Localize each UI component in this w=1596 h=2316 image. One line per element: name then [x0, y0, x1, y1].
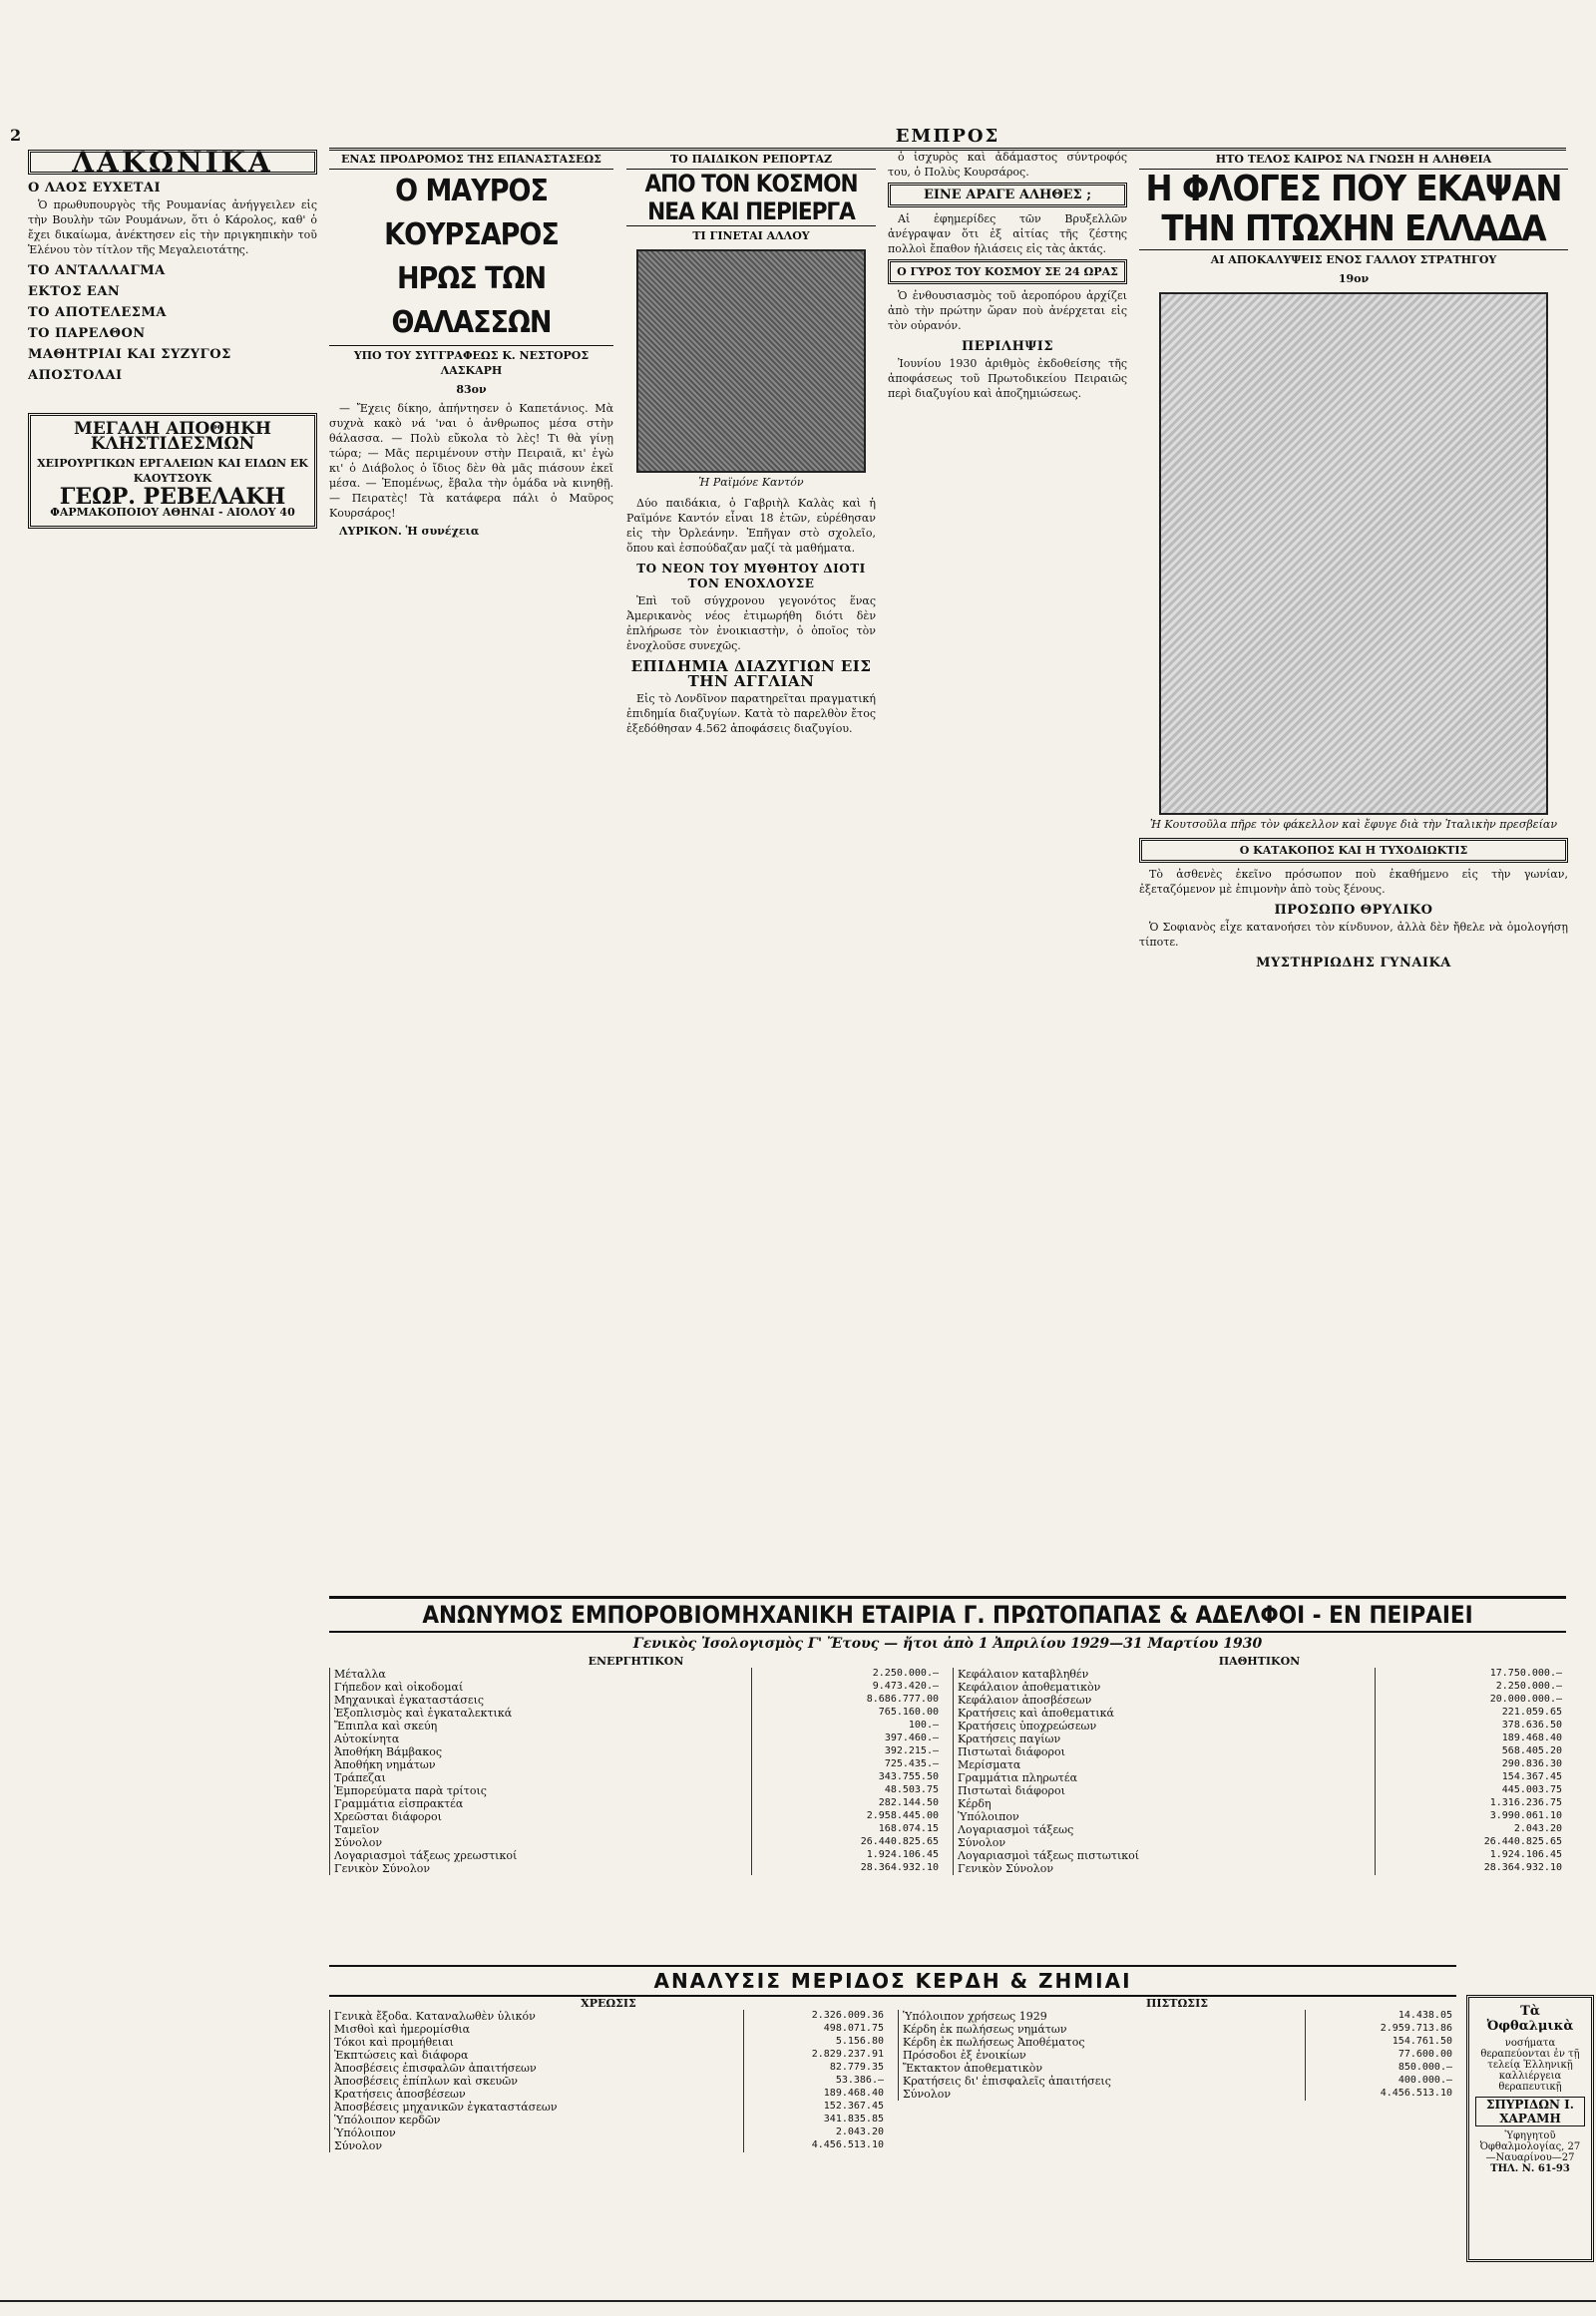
ad-title: Τὰ Ὀφθαλμικὰ [1486, 2004, 1574, 2034]
table-row [330, 2101, 889, 2114]
balance-subtitle: Γενικὸς Ἰσολογισμὸς Γ' Ἔτους — ἤτοι ἀπὸ 1 Ἀπριλίου 1929—31 Μαρτίου 1930 [632, 1636, 1263, 1652]
row-label: Σύνολον [330, 1836, 752, 1849]
row-label: Ἀποσβέσεις μηχανικῶν ἐγκαταστάσεων [330, 2101, 744, 2114]
row-label: Κρατήσεις παγίων [954, 1733, 1376, 1745]
row-label: Σύνολον [330, 2139, 744, 2152]
column-misc-news [888, 150, 1127, 1596]
section-title: Ο ΓΥΡΟΣ ΤΟΥ ΚΟΣΜΟΥ ΣΕ 24 ΩΡΑΣ [888, 259, 1127, 284]
article-body: Δύο παιδάκια, ὁ Γαβριὴλ Καλὰς καὶ ἡ Ραϊμόνε Καντόν εἶναι 18 ἐτῶν, εὑρέθησαν εἰς τὴν Ὀρλεάνην. Ἐπῆγαν στὸ σχολεῖο, ὅπου καὶ ἐσπούδαζαν μαζί τὰ μαθήματα. [626, 497, 876, 555]
table-row [954, 1745, 1567, 1758]
table-row [330, 1862, 944, 1875]
row-label: Ὑπόλοιπον [954, 1810, 1376, 1823]
headline: Η ΦΛΟΓΕΣ ΠΟΥ ΕΚΑΨΑΝ [1145, 169, 1562, 209]
headline: Ο ΜΑΥΡΟΣ ΚΟΥΡΣΑΡΟΣ [384, 174, 559, 252]
article-body: Ἐπὶ τοῦ σύγχρονου γεγονότος ἕνας Ἀμερικανὸς νέος ἐτιμωρήθη διότι δὲν ἐπλήρωσε τὸν ἐνοικιαστὴν, ὁ ὁποῖος τὸν ἐνοχλοῦσε συνεχῶς. [626, 594, 876, 652]
section-title: ΜΑΘΗΤΡΙΑΙ ΚΑΙ ΣΥΖΥΓΟΣ [28, 347, 231, 362]
section-title: ΕΚΤΟΣ ΕΑΝ [28, 284, 121, 299]
illustration-caption: Ἡ Κουτσοῦλα πῆρε τὸν φάκελλον καὶ ἔφυγε διὰ τὴν Ἰταλικὴν πρεσβείαν [1149, 818, 1558, 831]
row-amount: 2.829.237.91 [744, 2049, 888, 2062]
row-label: Γραμμάτια πληρωτέα [954, 1771, 1376, 1784]
table-row [954, 1681, 1567, 1694]
credit-heading: ΠΙΣΤΩΣΙΣ [1146, 1997, 1208, 2010]
table-row [330, 2088, 889, 2101]
table-row [330, 1720, 944, 1733]
row-label: Κέρδη [954, 1797, 1376, 1810]
article-body: ὁ ἰσχυρὸς καὶ ἀδάμαστος σύντροφός του, ὁ Πολὺς Κουρσάρος. [888, 151, 1127, 179]
section-title: ΑΠΟΣΤΟΛΑΙ [28, 368, 123, 383]
row-label: Μέταλλα [330, 1668, 752, 1681]
row-amount: 221.059.65 [1375, 1707, 1566, 1720]
row-label: Πιστωταὶ διάφοροι [954, 1784, 1376, 1797]
assets-heading: ΕΝΕΡΓΗΤΙΚΟΝ [588, 1655, 684, 1668]
row-amount: 2.043.20 [744, 2126, 888, 2139]
row-label: Λογαριασμοὶ τάξεως πιστωτικοί [954, 1849, 1376, 1862]
row-amount: 3.990.061.10 [1375, 1810, 1566, 1823]
table-row [954, 1797, 1567, 1810]
row-label: Κρατήσεις καὶ ἀποθεματικά [954, 1707, 1376, 1720]
table-row [899, 2062, 1457, 2075]
row-amount: 4.456.513.10 [744, 2139, 888, 2152]
article-body: Αἱ ἐφημερίδες τῶν Βρυξελλῶν ἀνέγραψαν ὅτι ἐξ αἰτίας τῆς ζέστης πολλοὶ ἔπαθον ἡλιάσεις εἰς τὰς ἀκτάς. [888, 212, 1127, 255]
row-label: Γενικὸν Σύνολον [954, 1862, 1376, 1875]
row-label: Γραμμάτια εἰσπρακτέα [330, 1797, 752, 1810]
row-amount: 1.316.236.75 [1375, 1797, 1566, 1810]
table-row [330, 2126, 889, 2139]
row-label: Ἀποσβέσεις ἐπίπλων καὶ σκευῶν [330, 2075, 744, 2088]
row-amount: 28.364.932.10 [1375, 1862, 1566, 1875]
row-amount: 154.367.45 [1375, 1771, 1566, 1784]
row-amount: 290.836.30 [1375, 1758, 1566, 1771]
table-row [899, 2023, 1457, 2036]
row-amount: 392.215.— [752, 1745, 943, 1758]
headline: ΝΕΑ ΚΑΙ ΠΕΡΙΕΡΓΑ [647, 197, 855, 225]
row-amount: 445.003.75 [1375, 1784, 1566, 1797]
article-body: Εἰς τὸ Λονδῖνον παρατηρεῖται πραγματική ἐπιδημία διαζυγίων. Κατὰ τὸ παρελθὸν ἔτος ἐξεδόθησαν 4.562 ἀποφάσεις διαζυγίου. [626, 692, 876, 735]
column-mavros-koursaros [329, 150, 613, 1596]
row-amount: 100.— [752, 1720, 943, 1733]
row-amount: 850.000.— [1306, 2062, 1456, 2075]
row-label: Κρατήσεις ὑποχρεώσεων [954, 1720, 1376, 1733]
table-row [954, 1771, 1567, 1784]
table-row [954, 1694, 1567, 1707]
table-row [330, 2062, 889, 2075]
row-label: Σύνολον [899, 2088, 1306, 2101]
row-amount: 2.250.000.— [752, 1668, 943, 1681]
row-label: Μερίσματα [954, 1758, 1376, 1771]
row-amount: 77.600.00 [1306, 2049, 1456, 2062]
headline: ΗΡΩΣ ΤΩΝ ΘΑΛΑΣΣΩΝ [391, 261, 552, 340]
row-amount: 397.460.— [752, 1733, 943, 1745]
row-amount: 26.440.825.65 [1375, 1836, 1566, 1849]
row-amount: 152.367.45 [744, 2101, 888, 2114]
kicker: ΤΟ ΠΑΙΔΙΚΟΝ ΡΕΠΟΡΤΑΖ [626, 150, 876, 170]
table-row [954, 1668, 1567, 1681]
row-amount: 9.473.420.— [752, 1681, 943, 1694]
table-row [330, 2114, 889, 2126]
table-row [330, 2010, 889, 2023]
row-label: Γενικὰ ἔξοδα. Καταναλωθὲν ὑλικόν [330, 2010, 744, 2023]
row-label: Τράπεζαι [330, 1771, 752, 1784]
row-label: Ὑπόλοιπον κερδῶν [330, 2114, 744, 2126]
table-row [954, 1758, 1567, 1771]
row-label: Ἀποσβέσεις ἐπισφαλῶν ἀπαιτήσεων [330, 2062, 744, 2075]
page-number: 2 [10, 126, 22, 145]
row-label: Πρόσοδοι ἐξ ἐνοικίων [899, 2049, 1306, 2062]
continuation: ΛΥΡΙΚΟΝ. Ἡ συνέχεια [339, 525, 480, 538]
article-body: Ὁ Σοφιανὸς εἶχε κατανοήσει τὸν κίνδυνον, ἀλλὰ δὲν ἤθελε νὰ ὁμολογήσῃ τίποτε. [1139, 921, 1568, 949]
debit-side [329, 1997, 888, 2152]
bottom-rule [0, 2300, 1596, 2302]
row-amount: 2.326.009.36 [744, 2010, 888, 2023]
section-title: ΠΡΟΣΩΠΟ ΘΡΥΛΙΚΟ [1274, 903, 1433, 918]
lakonika-header: ΛΑΚΩΝΙΚΑ [28, 150, 317, 175]
liabilities-side [953, 1655, 1566, 1875]
balance-title: ΑΝΩΝΥΜΟΣ ΕΜΠΟΡΟΒΙΟΜΗΧΑΝΙΚΗ ΕΤΑΙΡΙΑ Γ. ΠΡΩΤΟΠΑΠΑΣ & ΑΔΕΛΦΟΙ - ΕΝ ΠΕΙΡΑΙΕΙ [329, 1596, 1566, 1633]
row-amount: 154.761.50 [1306, 2036, 1456, 2049]
chapter-number: 19ον [1338, 272, 1370, 285]
table-row [330, 1849, 944, 1862]
row-amount: 765.160.00 [752, 1707, 943, 1720]
ad-name: ΓΕΩΡ. ΡΕΒΕΛΑΚΗ [59, 484, 286, 510]
pl-title: ΑΝΑΛΥΣΙΣ ΜΕΡΙΔΟΣ ΚΕΡΔΗ & ΖΗΜΙΑΙ [329, 1965, 1456, 1997]
section-title: ΤΟ ΑΝΤΑΛΛΑΓΜΑ [28, 263, 166, 278]
debit-heading: ΧΡΕΩΣΙΣ [581, 1997, 636, 2010]
table-row [330, 2023, 889, 2036]
column-lakonika [28, 150, 317, 2194]
row-amount: 53.386.— [744, 2075, 888, 2088]
row-label: Κρατήσεις δι' ἐπισφαλεῖς ἀπαιτήσεις [899, 2075, 1306, 2088]
row-label: Πιστωταὶ διάφοροι [954, 1745, 1376, 1758]
row-amount: 8.686.777.00 [752, 1694, 943, 1707]
kicker: ΗΤΟ ΤΕΛΟΣ ΚΑΙΡΟΣ ΝΑ ΓΝΩΣΗ Η ΑΛΗΘΕΙΑ [1139, 150, 1568, 170]
row-label: Ἀποθήκη νημάτων [330, 1758, 752, 1771]
row-label: Μηχανικαὶ ἐγκαταστάσεις [330, 1694, 752, 1707]
credit-side [898, 1997, 1456, 2152]
masthead [10, 126, 1566, 151]
row-amount: 14.438.05 [1306, 2010, 1456, 2023]
section-title: ΤΟ ΠΑΡΕΛΘΟΝ [28, 326, 146, 341]
row-label: Κεφάλαιον ἀποθεματικὸν [954, 1681, 1376, 1694]
table-row [330, 1707, 944, 1720]
section-title: ΕΙΝΕ ΑΡΑΓΕ ΑΛΗΘΕΣ ; [888, 183, 1127, 207]
ad-body: νοσήματα θεραπεύονται ἐν τῇ τελείᾳ Ἑλληνικῇ καλλιέργεια θεραπευτικῇ [1480, 2038, 1580, 2093]
row-label: Κεφάλαιον καταβληθέν [954, 1668, 1376, 1681]
article-body: Ἰουνίου 1930 ἀριθμὸς ἐκδοθείσης τῆς ἀποφάσεως τοῦ Πρωτοδικείου Πειραιῶς περὶ διαζυγίου καὶ ἀποζημιώσεως. [888, 357, 1127, 400]
row-amount: 400.000.— [1306, 2075, 1456, 2088]
photo-raymone-canton [636, 249, 866, 473]
table-row [899, 2036, 1457, 2049]
row-amount: 725.435.— [752, 1758, 943, 1771]
row-amount: 341.835.85 [744, 2114, 888, 2126]
article-body: Ὁ ἐνθουσιασμὸς τοῦ ἀεροπόρου ἀρχίζει ἀπὸ τὴν πρώτην ὥραν ποὺ ἀνέρχεται εἰς τὸν οὐρανόν. [888, 289, 1127, 332]
subhead: ΤΙ ΓΙΝΕΤΑΙ ΑΛΛΟΥ [626, 225, 876, 243]
credit-table [898, 2010, 1456, 2101]
table-row [330, 1745, 944, 1758]
table-row [330, 1668, 944, 1681]
row-label: Αὐτοκίνητα [330, 1733, 752, 1745]
row-amount: 343.755.50 [752, 1771, 943, 1784]
section-body: Ὁ πρωθυπουργὸς τῆς Ρουμανίας ἀνήγγειλεν εἰς τὴν Βουλὴν τῶν Ρουμάνων, ὅτι ὁ Κάρολος, καθ' ὁ ἔχει δικαίωμα, ἀνέκτησεν εἰς τὴν πριγκηπικὴν τοῦ Ἑλένου τὸν τίτλον τῆς Μεγαλειοτάτης. [28, 198, 317, 256]
ad-name: ΣΠΥΡΙΔΩΝ Ι. ΧΑΡΑΜΗ [1475, 2097, 1585, 2126]
row-amount: 189.468.40 [744, 2088, 888, 2101]
table-row [330, 1733, 944, 1745]
table-row [330, 1758, 944, 1771]
row-label: Ἔπιπλα καὶ σκεύη [330, 1720, 752, 1733]
row-amount: 498.071.75 [744, 2023, 888, 2036]
row-amount: 2.250.000.— [1375, 1681, 1566, 1694]
assets-table [329, 1668, 943, 1875]
ad-address: ΦΑΡΜΑΚΟΠΟΙΟΥ ΑΘΗΝΑΙ - ΑΙΟΛΟΥ 40 [50, 506, 295, 519]
section-title: ΤΟ ΑΠΟΤΕΛΕΣΜΑ [28, 305, 167, 320]
masthead-title: ΕΜΠΡΟΣ [895, 126, 1000, 147]
byline: ΥΠΟ ΤΟΥ ΣΥΓΓΡΑΦΕΩΣ Κ. ΝΕΣΤΟΡΟΣ ΛΑΣΚΑΡΗ [329, 345, 613, 378]
headline: ΤΗΝ ΠΤΩΧΗΝ ΕΛΛΑΔΑ [1161, 208, 1546, 249]
liabilities-table [953, 1668, 1566, 1875]
story-body: — Ἔχεις δίκηο, ἀπήντησεν ὁ Καπετάνιος. Μὰ συχνὰ κακὸ νά 'ναι ὁ ἀνθρωπος μέσα στὴν θάλασσα. — Πολὺ εὔκολα τὸ λὲς! Τι θὰ γίνῃ τώρα; — Μᾶς περιμένουν στὴν Πειραιᾶ, κι' ἐγὼ κι' ὁ Διάβολος ὁ ἴδιος δὲν θὰ μᾶς πιάσουν ἐκεῖ μέσα. — Ἐπομένως, ἔβαλα τὴν ὁμάδα νὰ κινηθῇ. — Πειρατὲς! Τὰ κατάφερα πάλι ὁ Μαῦρος Κουρσάρος! [329, 402, 613, 520]
row-amount: 17.750.000.— [1375, 1668, 1566, 1681]
table-row [330, 1823, 944, 1836]
row-amount: 2.043.20 [1375, 1823, 1566, 1836]
row-amount: 48.503.75 [752, 1784, 943, 1797]
row-label: Ἐκπτώσεις καὶ διάφορα [330, 2049, 744, 2062]
profit-loss [329, 1965, 1456, 2264]
table-row [330, 1681, 944, 1694]
table-row [954, 1836, 1567, 1849]
illustration-woman [1159, 292, 1548, 815]
row-amount: 168.074.15 [752, 1823, 943, 1836]
table-row [954, 1733, 1567, 1745]
table-row [899, 2088, 1457, 2101]
row-label: Κεφάλαιον ἀποσβέσεων [954, 1694, 1376, 1707]
row-label: Κρατήσεις ἀποσβέσεων [330, 2088, 744, 2101]
advertisement-charamis [1466, 1995, 1594, 2262]
table-row [954, 1707, 1567, 1720]
table-row [899, 2075, 1457, 2088]
ad-title: ΜΕΓΑΛΗ ΑΠΟΘΗΚΗ ΚΛΗΣΤΙΔΕΣΜΩΝ [74, 419, 271, 454]
row-amount: 82.779.35 [744, 2062, 888, 2075]
row-label: Ἔκτακτον ἀποθεματικὸν [899, 2062, 1306, 2075]
article-body: Τὸ ἀσθενὲς ἐκεῖνο πρόσωπον ποὺ ἐκαθήμενο εἰς τὴν γωνίαν, ἐξεταζόμενον μὲ ἐπιμονὴν ἀπὸ τοὺς ξένους. [1139, 868, 1568, 896]
row-label: Χρεῶσται διάφοροι [330, 1810, 752, 1823]
row-label: Λογαριασμοὶ τάξεως [954, 1823, 1376, 1836]
headline: ΑΠΟ ΤΟΝ ΚΟΣΜΟΝ [644, 170, 858, 197]
debit-table [329, 2010, 888, 2152]
table-row [899, 2049, 1457, 2062]
section-title: ΜΥΣΤΗΡΙΩΔΗΣ ΓΥΝΑΙΚΑ [1256, 956, 1451, 970]
ad-address: Ὑφηγητοῦ Ὀφθαλμολογίας, 27—Ναυαρίνου—27 [1479, 2130, 1581, 2163]
row-label: Μισθοὶ καὶ ἡμερομίσθια [330, 2023, 744, 2036]
table-row [954, 1823, 1567, 1836]
row-amount: 28.364.932.10 [752, 1862, 943, 1875]
row-label: Γήπεδον καὶ οἰκοδομαί [330, 1681, 752, 1694]
table-row [954, 1784, 1567, 1797]
table-row [330, 2075, 889, 2088]
row-label: Κέρδη ἐκ πωλήσεως νημάτων [899, 2023, 1306, 2036]
row-label: Ἐμπορεύματα παρὰ τρίτοις [330, 1784, 752, 1797]
row-label: Λογαριασμοὶ τάξεως χρεωστικοί [330, 1849, 752, 1862]
section-title: ΕΠΙΔΗΜΙΑ ΔΙΑΖΥΓΙΩΝ ΕΙΣ ΤΗΝ ΑΓΓΛΙΑΝ [630, 657, 872, 690]
row-amount: 2.959.713.86 [1306, 2023, 1456, 2036]
row-amount: 2.958.445.00 [752, 1810, 943, 1823]
table-row [954, 1810, 1567, 1823]
row-label: Γενικὸν Σύνολον [330, 1862, 752, 1875]
row-label: Κέρδη ἐκ πωλήσεως Ἀποθέματος [899, 2036, 1306, 2049]
photo-caption: Ἡ Ραϊμόνε Καντόν [698, 476, 804, 489]
table-row [330, 2036, 889, 2049]
table-row [330, 2139, 889, 2152]
ad-phone: ΤΗΛ. Ν. 61-93 [1490, 2163, 1570, 2174]
section-title: ΠΕΡΙΛΗΨΙΣ [961, 339, 1054, 354]
row-amount: 5.156.80 [744, 2036, 888, 2049]
row-label: Ἀποθήκη Βάμβακος [330, 1745, 752, 1758]
table-row [330, 1784, 944, 1797]
table-row [330, 1836, 944, 1849]
table-row [330, 1771, 944, 1784]
column-apo-ton-kosmon [626, 150, 876, 1596]
row-label: Ὑπόλοιπον χρήσεως 1929 [899, 2010, 1306, 2023]
table-row [899, 2010, 1457, 2023]
row-amount: 189.468.40 [1375, 1733, 1566, 1745]
row-amount: 26.440.825.65 [752, 1836, 943, 1849]
section-title: ΤΟ ΝΕΟΝ ΤΟΥ ΜΥΘΗΤΟΥ ΔΙΟΤΙ ΤΟΝ ΕΝΟΧΛΟΥΣΕ [636, 562, 866, 590]
row-label: Τόκοι καὶ προμήθειαι [330, 2036, 744, 2049]
row-amount: 1.924.106.45 [1375, 1849, 1566, 1862]
row-amount: 1.924.106.45 [752, 1849, 943, 1862]
table-row [954, 1849, 1567, 1862]
row-amount: 4.456.513.10 [1306, 2088, 1456, 2101]
ad-subtitle: ΧΕΙΡΟΥΡΓΙΚΩΝ ΕΡΓΑΛΕΙΩΝ ΚΑΙ ΕΙΔΩΝ ΕΚ ΚΑΟΥΤΣΟΥΚ [37, 457, 308, 485]
section-title: Ο ΛΑΟΣ ΕΥΧΕΤΑΙ [28, 181, 162, 195]
balance-sheet [329, 1596, 1566, 1955]
subhead: ΑΙ ΑΠΟΚΑΛΥΨΕΙΣ ΕΝΟΣ ΓΑΛΛΟΥ ΣΤΡΑΤΗΓΟΥ [1139, 249, 1568, 267]
table-row [330, 1694, 944, 1707]
row-label: Ἐξοπλισμὸς καὶ ἐγκαταλεκτικά [330, 1707, 752, 1720]
row-label: Σύνολον [954, 1836, 1376, 1849]
table-row [954, 1862, 1567, 1875]
row-amount: 20.000.000.— [1375, 1694, 1566, 1707]
row-amount: 282.144.50 [752, 1797, 943, 1810]
assets-side [329, 1655, 943, 1875]
kicker: ΕΝΑΣ ΠΡΟΔΡΟΜΟΣ ΤΗΣ ΕΠΑΝΑΣΤΑΣΕΩΣ [329, 150, 613, 170]
row-label: Ὑπόλοιπον [330, 2126, 744, 2139]
table-row [330, 1797, 944, 1810]
table-row [330, 2049, 889, 2062]
section-title: Ο ΚΑΤΑΚΟΠΟΣ ΚΑΙ Η ΤΥΧΟΔΙΩΚΤΙΣ [1139, 838, 1568, 863]
advertisement-revelakis [28, 413, 317, 529]
row-amount: 568.405.20 [1375, 1745, 1566, 1758]
table-row [954, 1720, 1567, 1733]
table-row [330, 1810, 944, 1823]
row-amount: 378.636.50 [1375, 1720, 1566, 1733]
row-label: Ταμεῖον [330, 1823, 752, 1836]
chapter-number: 83ον [456, 383, 487, 396]
liabilities-heading: ΠΑΘΗΤΙΚΟΝ [1218, 1655, 1301, 1668]
